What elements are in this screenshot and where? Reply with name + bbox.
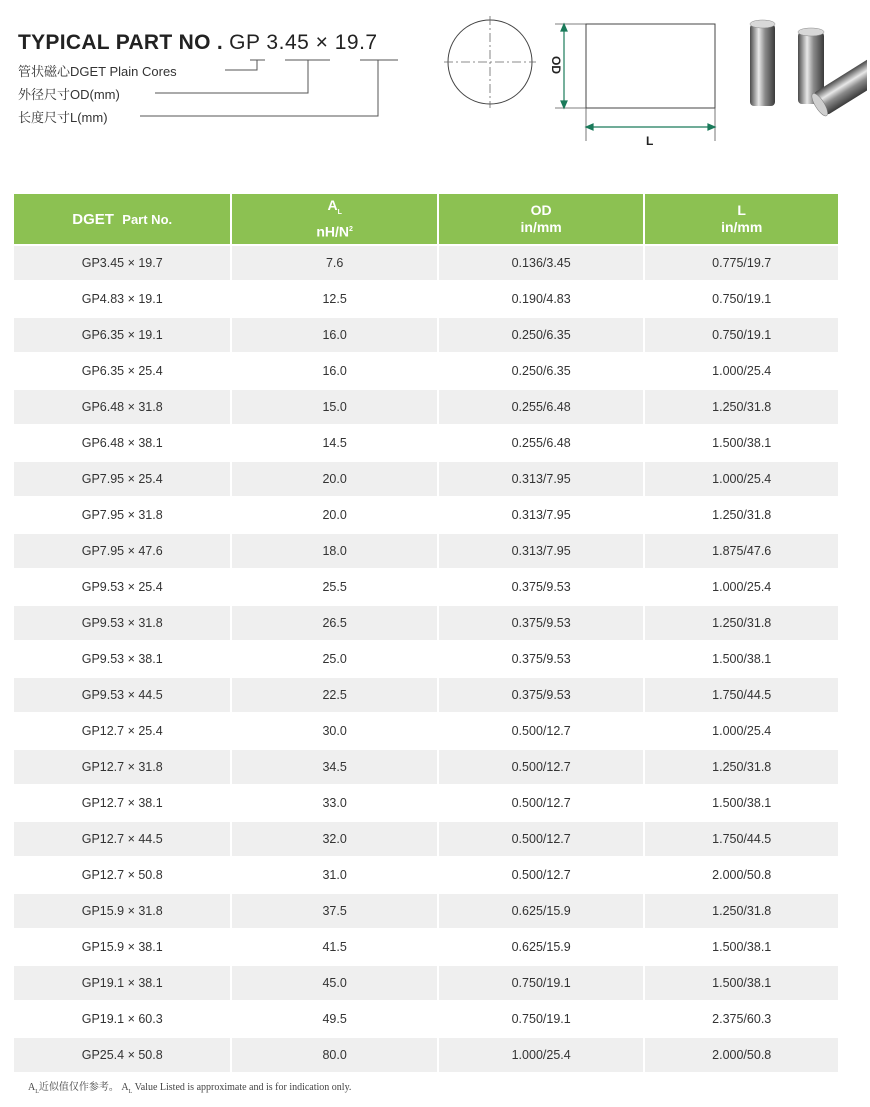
cell-al: 80.0: [232, 1038, 439, 1072]
cell-part-no: GP9.53 × 31.8: [14, 606, 232, 640]
cell-od: 0.313/7.95: [439, 498, 646, 532]
cell-od: 0.500/12.7: [439, 714, 646, 748]
cell-part-no: GP7.95 × 25.4: [14, 462, 232, 496]
cell-od: 0.313/7.95: [439, 534, 646, 568]
table-header: [14, 194, 838, 244]
col-header-part-no: DGET Part No.: [14, 194, 232, 244]
label-od: 外径尺寸OD(mm): [18, 87, 120, 102]
cell-l: 1.500/38.1: [712, 436, 772, 450]
cell-al: 14.5: [232, 426, 439, 460]
cell-l: 1.500/38.1: [712, 976, 772, 990]
cell-od: 1.000/25.4: [439, 1038, 646, 1072]
table-row: [14, 928, 838, 964]
cell-l: 1.250/31.8: [712, 616, 772, 630]
table-row: [14, 424, 838, 460]
cell-l: 1.000/25.4: [712, 724, 772, 738]
cell-part-no: GP19.1 × 38.1: [14, 966, 232, 1000]
table-row: [14, 784, 838, 820]
cell-l: 0.775/19.7: [712, 256, 772, 270]
col-header-l: L in/mm: [721, 202, 763, 235]
cell-l: 2.375/60.3: [712, 1012, 772, 1026]
cell-od: 0.375/9.53: [439, 570, 646, 604]
table-body: [14, 244, 838, 1072]
cell-al: 20.0: [232, 462, 439, 496]
cell-l: 2.000/50.8: [712, 868, 772, 882]
cell-part-no: GP4.83 × 19.1: [14, 282, 232, 316]
od-dimension-label: OD: [549, 56, 563, 74]
cell-part-no: GP6.48 × 31.8: [14, 390, 232, 424]
table-row: [14, 460, 838, 496]
cell-al: 34.5: [232, 750, 439, 784]
side-view-diagram: [540, 15, 730, 155]
cell-part-no: GP3.45 × 19.7: [14, 246, 232, 280]
cell-l: 1.500/38.1: [712, 652, 772, 666]
col-header-od: OD in/mm: [439, 194, 646, 244]
cell-od: 0.625/15.9: [439, 894, 646, 928]
table-row: [14, 640, 838, 676]
table-row: [14, 568, 838, 604]
l-dimension-label: L: [646, 134, 654, 148]
cell-part-no: GP9.53 × 38.1: [14, 642, 232, 676]
cell-od: 0.750/19.1: [439, 966, 646, 1000]
cell-part-no: GP9.53 × 44.5: [14, 678, 232, 712]
cell-al: 32.0: [232, 822, 439, 856]
cell-part-no: GP12.7 × 38.1: [14, 786, 232, 820]
cell-od: 0.375/9.53: [439, 642, 646, 676]
cell-od: 0.750/19.1: [439, 1002, 646, 1036]
footnote: $A_L$近似值仅作参考。 $A_L$ Value Listed is approximate and is for indication only.: [28, 1082, 352, 1095]
parts-table: [14, 194, 838, 1072]
cell-part-no: GP6.35 × 25.4: [14, 354, 232, 388]
cell-od: 0.625/15.9: [439, 930, 646, 964]
cell-al: 12.5: [232, 282, 439, 316]
table-row: [14, 1000, 838, 1036]
cell-l: 1.750/44.5: [712, 688, 772, 702]
cell-l: 0.750/19.1: [712, 328, 772, 342]
table-row: [14, 316, 838, 352]
cell-od: 0.136/3.45: [439, 246, 646, 280]
cell-part-no: GP6.35 × 19.1: [14, 318, 232, 352]
cell-part-no: GP25.4 × 50.8: [14, 1038, 232, 1072]
cell-al: 16.0: [232, 354, 439, 388]
cell-al: 18.0: [232, 534, 439, 568]
cell-od: 0.500/12.7: [439, 786, 646, 820]
cell-l: 1.250/31.8: [712, 904, 772, 918]
cell-part-no: GP12.7 × 25.4: [14, 714, 232, 748]
cell-al: 30.0: [232, 714, 439, 748]
cell-l: 2.000/50.8: [712, 1048, 772, 1062]
cell-part-no: GP6.48 × 38.1: [14, 426, 232, 460]
cell-al: 25.5: [232, 570, 439, 604]
cell-l: 1.750/44.5: [712, 832, 772, 846]
cell-part-no: GP7.95 × 47.6: [14, 534, 232, 568]
title-prefix: TYPICAL PART NO .: [18, 31, 223, 54]
cell-l: 1.250/31.8: [712, 760, 772, 774]
cell-al: 22.5: [232, 678, 439, 712]
cell-l: 1.000/25.4: [712, 472, 772, 486]
title-value: GP 3.45 × 19.7: [229, 31, 378, 54]
table-row: [14, 892, 838, 928]
cell-al: 45.0: [232, 966, 439, 1000]
label-core-type: 管状磁心DGET Plain Cores: [18, 64, 177, 79]
cell-part-no: GP12.7 × 50.8: [14, 858, 232, 892]
cell-al: 7.6: [232, 246, 439, 280]
cell-al: 26.5: [232, 606, 439, 640]
cell-al: 41.5: [232, 930, 439, 964]
table-row: [14, 604, 838, 640]
cell-al: 31.0: [232, 858, 439, 892]
cell-part-no: GP15.9 × 38.1: [14, 930, 232, 964]
cell-od: 0.255/6.48: [439, 390, 646, 424]
col-header-al: $A_L$ $nH/N^2$: [232, 194, 439, 244]
cell-l: 0.750/19.1: [712, 292, 772, 306]
cell-od: 0.500/12.7: [439, 858, 646, 892]
table-row: [14, 388, 838, 424]
cell-part-no: GP12.7 × 44.5: [14, 822, 232, 856]
table-row: [14, 496, 838, 532]
cell-al: 37.5: [232, 894, 439, 928]
cores-photo: [742, 12, 867, 137]
table-row: [14, 532, 838, 568]
cell-od: 0.375/9.53: [439, 678, 646, 712]
cell-od: 0.190/4.83: [439, 282, 646, 316]
cell-od: 0.250/6.35: [439, 354, 646, 388]
table-row: [14, 856, 838, 892]
cell-al: 20.0: [232, 498, 439, 532]
cell-l: 1.875/47.6: [712, 544, 772, 558]
cell-l: 1.250/31.8: [712, 400, 772, 414]
cell-part-no: GP7.95 × 31.8: [14, 498, 232, 532]
cell-al: 33.0: [232, 786, 439, 820]
cell-l: 1.000/25.4: [712, 580, 772, 594]
cell-od: 0.250/6.35: [439, 318, 646, 352]
cell-part-no: GP9.53 × 25.4: [14, 570, 232, 604]
table-row: [14, 820, 838, 856]
cell-l: 1.000/25.4: [712, 364, 772, 378]
cell-part-no: GP15.9 × 31.8: [14, 894, 232, 928]
table-row: [14, 280, 838, 316]
cell-od: 0.500/12.7: [439, 822, 646, 856]
cell-od: 0.500/12.7: [439, 750, 646, 784]
table-row: [14, 676, 838, 712]
header-section: [0, 0, 870, 180]
cross-section-diagram: [440, 12, 540, 112]
cell-od: 0.375/9.53: [439, 606, 646, 640]
table-row: [14, 244, 838, 280]
cell-part-no: GP19.1 × 60.3: [14, 1002, 232, 1036]
cell-al: 16.0: [232, 318, 439, 352]
table-row: [14, 964, 838, 1000]
cell-l: 1.500/38.1: [712, 796, 772, 810]
table-row: [14, 352, 838, 388]
table-row: [14, 748, 838, 784]
cell-al: 49.5: [232, 1002, 439, 1036]
cell-l: 1.250/31.8: [712, 508, 772, 522]
cell-al: 15.0: [232, 390, 439, 424]
callout-lines: [0, 0, 870, 180]
table-row: [14, 1036, 838, 1072]
cell-l: 1.500/38.1: [712, 940, 772, 954]
cell-part-no: GP12.7 × 31.8: [14, 750, 232, 784]
cell-od: 0.313/7.95: [439, 462, 646, 496]
table-row: [14, 712, 838, 748]
cell-al: 25.0: [232, 642, 439, 676]
label-length: 长度尺寸L(mm): [18, 110, 108, 125]
cell-od: 0.255/6.48: [439, 426, 646, 460]
